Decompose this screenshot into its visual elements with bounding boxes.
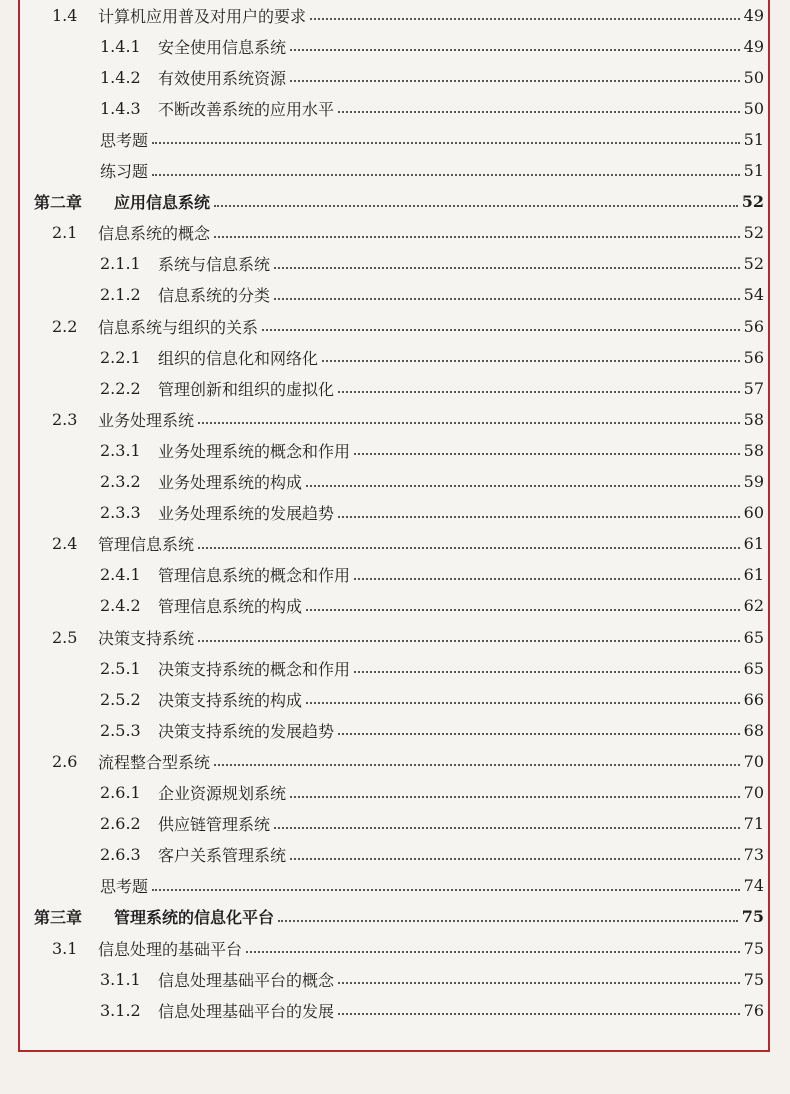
toc-entry-number: 2.1.1: [100, 254, 141, 274]
leader-dots: [306, 702, 740, 704]
leader-dots: [214, 236, 740, 238]
toc-entry-number: 2.2.2: [100, 378, 141, 398]
toc-entry-title: 决策支持系统的发展趋势: [158, 721, 335, 741]
toc-entry: [100, 249, 764, 279]
leader-dots: [338, 391, 740, 393]
toc-entry: [100, 124, 764, 154]
toc-entry-page: 49: [743, 36, 764, 56]
leader-dots: [338, 982, 740, 984]
toc-entry-title: 流程整合型系统: [98, 752, 211, 772]
toc-entry-number: 2.5: [52, 627, 78, 647]
toc-entry-title: 供应链管理系统: [158, 815, 271, 835]
toc-entry-page: 52: [743, 223, 764, 243]
leader-dots: [338, 516, 740, 518]
toc-entry-page: 76: [743, 1000, 764, 1020]
toc-entry-title: 信息处理的基础平台: [98, 939, 243, 959]
toc-entry-title: 计算机应用普及对用户的要求: [98, 6, 307, 26]
toc-entry-title: 信息系统与组织的关系: [98, 317, 259, 337]
toc-entry: [100, 280, 764, 310]
toc-entry-title: 应用信息系统: [114, 193, 211, 213]
leader-dots: [198, 547, 740, 549]
toc-entry-page: 75: [743, 938, 764, 958]
toc-entry: [100, 964, 764, 994]
toc-entry-page: 50: [743, 67, 764, 87]
toc-entry-page: 58: [743, 440, 764, 460]
toc-entry-page: 71: [743, 814, 764, 834]
toc-entry: [52, 0, 764, 30]
leader-dots: [306, 485, 740, 487]
toc-entry-page: 56: [743, 316, 764, 336]
leader-dots: [274, 267, 740, 269]
toc-entry-title: 信息处理基础平台的发展: [158, 1001, 335, 1021]
toc-entry-number: 2.1.2: [100, 285, 141, 305]
toc-entry: [52, 529, 764, 559]
toc-entry-number: 2.4: [52, 534, 78, 554]
toc-entry-number: 2.5.2: [100, 689, 141, 709]
leader-dots: [152, 142, 740, 144]
toc-entry-page: 56: [743, 347, 764, 367]
toc-entry: [100, 467, 764, 497]
leader-dots: [262, 329, 740, 331]
toc-entry: [100, 498, 764, 528]
toc-entry: [100, 809, 764, 839]
toc-entry-page: 49: [743, 5, 764, 25]
toc-entry-title: 业务处理系统的构成: [158, 473, 303, 492]
leader-dots: [310, 18, 740, 20]
toc-entry: [100, 31, 764, 61]
toc-entry-title: 安全使用信息系统: [158, 37, 287, 57]
toc-entry-page: 70: [743, 751, 764, 771]
toc-entry-number: 3.1.1: [100, 969, 141, 989]
leader-dots: [306, 609, 740, 611]
leader-dots: [354, 453, 740, 455]
toc-entry-page: 51: [743, 129, 764, 149]
leader-dots: [290, 80, 740, 82]
toc-entry-number: 2.3.1: [100, 440, 141, 460]
toc-entry: [34, 187, 764, 217]
toc-entry-title: 管理信息系统的概念和作用: [158, 566, 351, 586]
toc-entry-number: 2.4.1: [100, 565, 141, 585]
toc-entry-page: 70: [743, 783, 764, 802]
toc-entry: [100, 560, 764, 590]
toc-entry: [52, 311, 764, 341]
toc-entry-title: 练习题: [100, 162, 149, 181]
leader-dots: [152, 174, 740, 176]
toc-entry-number: 1.4.3: [100, 98, 141, 118]
toc-entry-title: 业务处理系统的概念和作用: [158, 441, 351, 461]
toc-entry-page: 66: [743, 689, 764, 709]
toc-entry-title: 系统与信息系统: [158, 255, 271, 275]
toc-entry-title: 客户关系管理系统: [158, 846, 287, 866]
toc-entry-number: 3.1: [52, 938, 78, 958]
toc-entry-number: 2.3.3: [100, 503, 141, 523]
toc-entry-page: 74: [743, 876, 764, 896]
toc-entry-page: 65: [743, 627, 764, 647]
toc-entry-number: 2.3: [52, 409, 78, 429]
leader-dots: [290, 796, 740, 798]
leader-dots: [152, 889, 740, 891]
toc-entry-number: 第三章: [34, 908, 83, 928]
toc-entry-page: 75: [743, 969, 764, 989]
toc-entry-title: 信息处理基础平台的概念: [158, 970, 335, 990]
toc-entry-number: 1.4: [52, 5, 78, 25]
toc-entry-page: 65: [743, 658, 764, 678]
toc-entry-title: 管理系统的信息化平台: [114, 908, 275, 928]
toc-entry-page: 52: [743, 254, 764, 274]
toc-entry-title: 企业资源规划系统: [158, 784, 287, 803]
toc-entry-title: 不断改善系统的应用水平: [158, 99, 335, 119]
toc-entry: [52, 622, 764, 652]
toc-entry-title: 思考题: [100, 877, 149, 897]
toc-entry-page: 75: [741, 907, 764, 927]
leader-dots: [274, 298, 740, 300]
toc-entry-title: 管理信息系统的构成: [158, 597, 303, 617]
toc-entry: [52, 404, 764, 434]
toc-entry-number: 2.5.3: [100, 720, 141, 740]
leader-dots: [322, 360, 740, 362]
leader-dots: [246, 951, 740, 953]
toc-entry: [100, 93, 764, 123]
toc-entry: [100, 591, 764, 621]
leader-dots: [354, 578, 740, 580]
toc-entry-page: 50: [743, 98, 764, 118]
toc-entry-title: 信息系统的分类: [158, 286, 271, 306]
toc-entry-title: 业务处理系统的发展趋势: [158, 504, 335, 524]
toc-entry-number: 2.6.3: [100, 845, 141, 865]
toc-entry: [100, 840, 764, 870]
toc-entry-page: 58: [743, 409, 764, 429]
toc-entry-number: 第二章: [34, 193, 83, 213]
toc-entry-number: 2.6.1: [100, 783, 141, 802]
toc-entry-page: 61: [743, 565, 764, 585]
toc-entry: [52, 218, 764, 248]
leader-dots: [214, 205, 738, 207]
leader-dots: [198, 640, 740, 642]
toc-entry: [34, 902, 764, 932]
toc-entry-title: 管理信息系统: [98, 535, 195, 555]
toc-entry-page: 60: [743, 503, 764, 523]
toc-entry-title: 思考题: [100, 130, 149, 150]
toc-entry: [100, 435, 764, 465]
toc-entry-page: 73: [743, 845, 764, 865]
toc-entry: [100, 684, 764, 714]
toc-entry-number: 2.6.2: [100, 814, 141, 834]
toc-entry-title: 决策支持系统: [98, 628, 195, 648]
toc-entry-page: 62: [743, 596, 764, 616]
toc-entry-number: 2.2: [52, 316, 78, 336]
toc-entry-page: 68: [743, 720, 764, 740]
toc-entry-number: 2.6: [52, 751, 78, 771]
toc-entry-number: 2.5.1: [100, 658, 141, 678]
toc-entry-title: 信息系统的概念: [98, 224, 211, 244]
toc-entry: [100, 342, 764, 372]
toc-entry: [100, 653, 764, 683]
toc-entry: [100, 778, 764, 808]
toc-entry-page: 52: [741, 192, 764, 212]
leader-dots: [354, 671, 740, 673]
leader-dots: [338, 733, 740, 735]
toc-entry-page: 51: [743, 161, 764, 180]
toc-entry-title: 组织的信息化和网络化: [158, 348, 319, 368]
leader-dots: [278, 920, 738, 922]
toc-entry: [100, 715, 764, 745]
toc-entry: [100, 871, 764, 901]
toc-entry-title: 管理创新和组织的虚拟化: [158, 379, 335, 399]
toc-entry-title: 业务处理系统: [98, 410, 195, 430]
leader-dots: [290, 49, 740, 51]
toc-entry: [52, 933, 764, 963]
toc-entry-title: 决策支持系统的概念和作用: [158, 659, 351, 679]
toc-entry: [100, 373, 764, 403]
leader-dots: [338, 1013, 740, 1015]
toc-entry: [100, 995, 764, 1025]
leader-dots: [198, 422, 740, 424]
toc-entry-number: 2.3.2: [100, 472, 141, 491]
toc-entry-number: 3.1.2: [100, 1000, 141, 1020]
toc-entry-page: 57: [743, 378, 764, 398]
leader-dots: [214, 764, 740, 766]
toc-entry: [100, 156, 764, 186]
toc-entry-number: 2.4.2: [100, 596, 141, 616]
leader-dots: [274, 827, 740, 829]
toc-entry-number: 2.2.1: [100, 347, 141, 367]
toc-entry-page: 54: [743, 285, 764, 305]
toc-entry-number: 1.4.2: [100, 67, 141, 87]
toc-entry: [52, 746, 764, 776]
toc-entry-title: 有效使用系统资源: [158, 68, 287, 88]
toc-entry-page: 59: [743, 472, 764, 491]
toc-entry: [100, 62, 764, 92]
leader-dots: [290, 858, 740, 860]
toc-entry-number: 1.4.1: [100, 36, 141, 56]
toc-entry-page: 61: [743, 534, 764, 554]
toc-entry-title: 决策支持系统的构成: [158, 690, 303, 710]
leader-dots: [338, 111, 740, 113]
toc-entry-number: 2.1: [52, 223, 78, 243]
